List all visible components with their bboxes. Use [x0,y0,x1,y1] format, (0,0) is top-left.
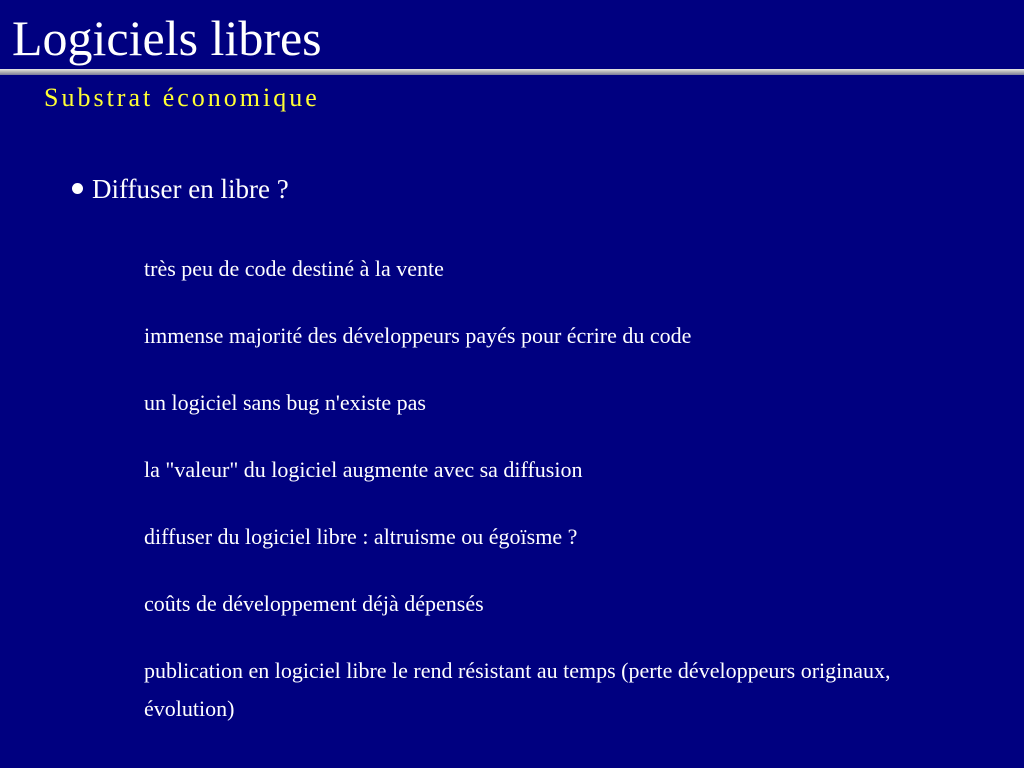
main-bullet [72,172,289,206]
list-item: diffuser du logiciel libre : altruisme ou égoïsme ? [144,524,578,549]
main-bullet-text: Diffuser en libre ? [92,174,289,204]
list-item: immense majorité des développeurs payés pour écrire du code [144,323,692,348]
list-item: coûts de développement déjà dépensés [144,591,484,616]
list-item: publication en logiciel libre le rend résistant au temps (perte développeurs originaux, évolution) [144,658,891,721]
list-item: un logiciel sans bug n'existe pas [144,390,426,415]
slide-title: Logiciels libres [12,10,322,66]
list-item: très peu de code destiné à la vente [144,256,444,281]
slide-subtitle: Substrat économique [44,83,320,112]
sub-items-list [144,250,904,757]
title-divider [0,69,1024,75]
bullet-dot-icon [72,183,83,194]
list-item: la "valeur" du logiciel augmente avec sa diffusion [144,457,583,482]
